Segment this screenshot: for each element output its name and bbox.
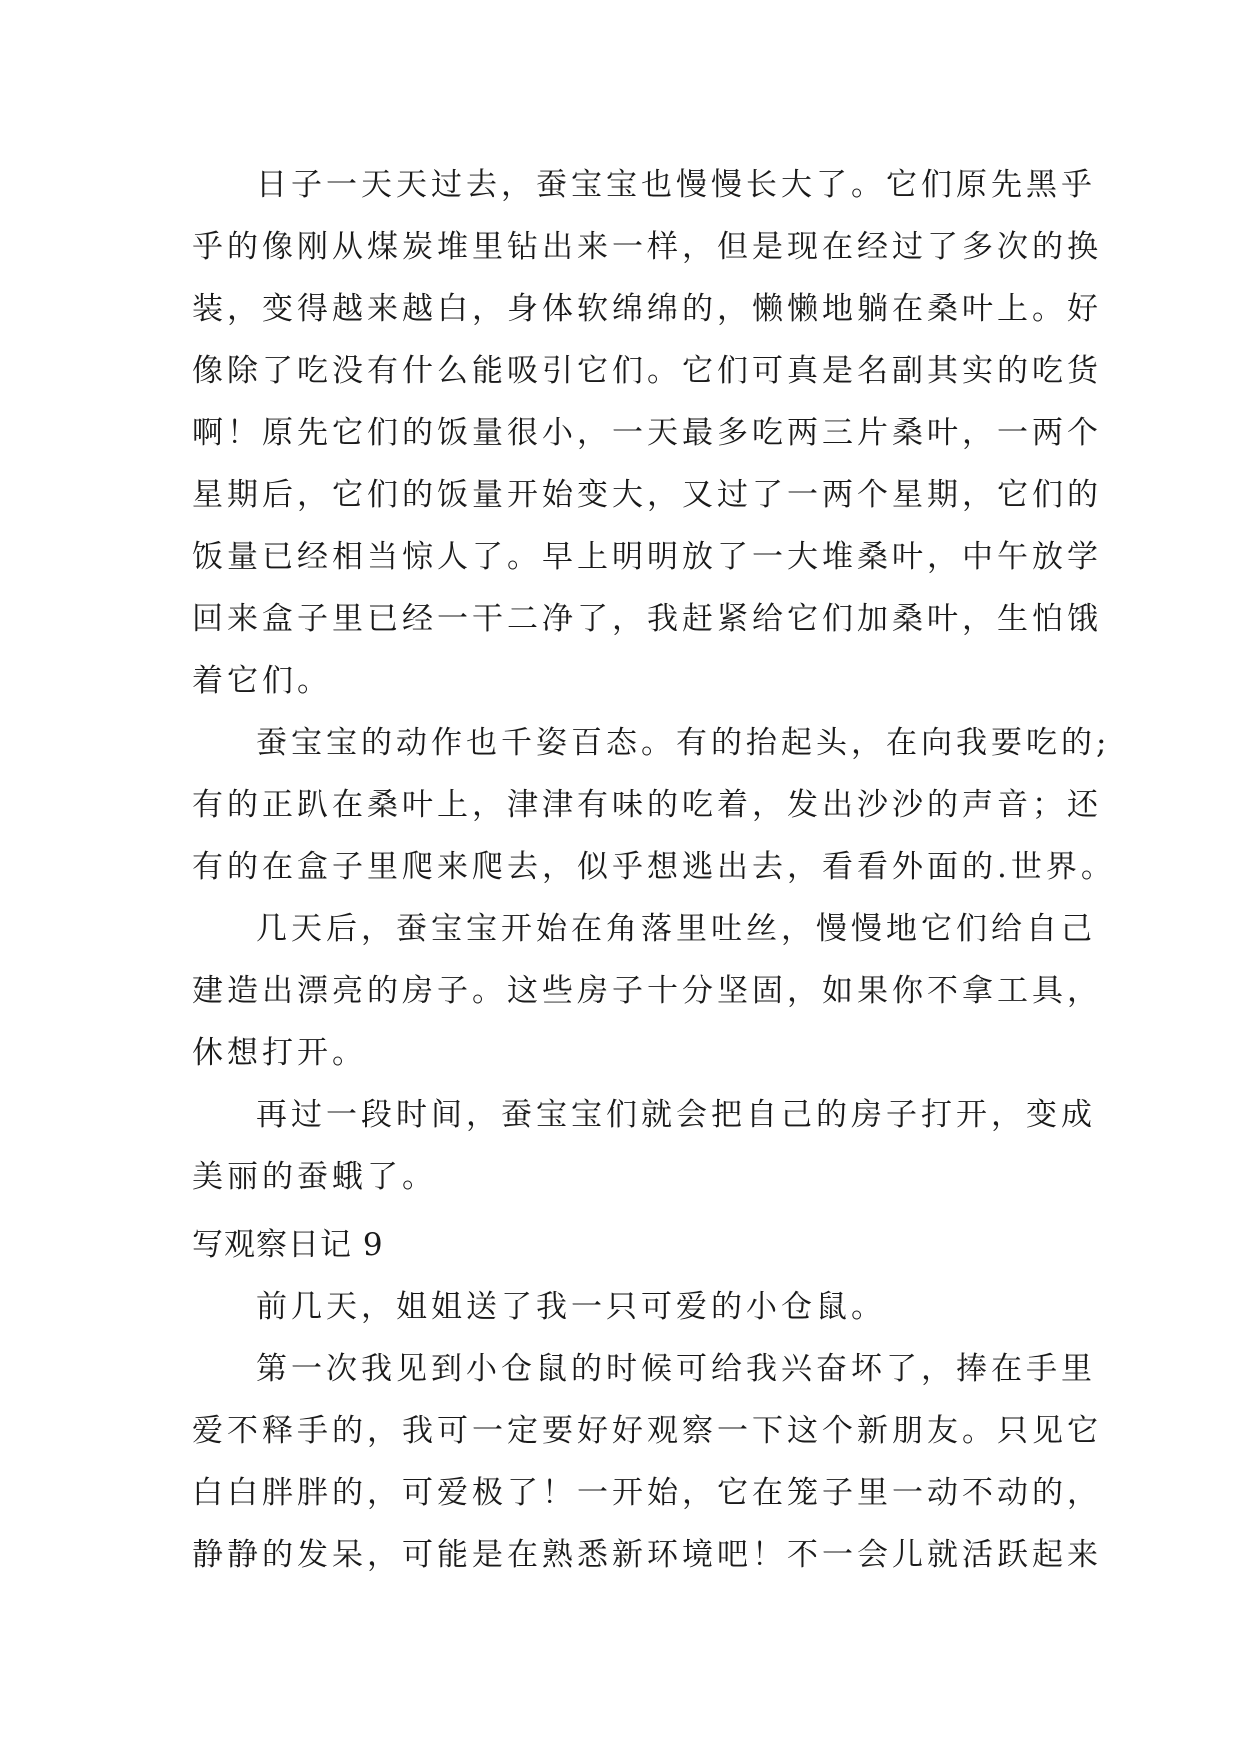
paragraph-line: 星期后，它们的饭量开始变大，又过了一两个星期，它们的	[192, 477, 1102, 513]
paragraph-line: 饭量已经相当惊人了。早上明明放了一大堆桑叶，中午放学	[192, 539, 1102, 575]
paragraph-line: 乎的像刚从煤炭堆里钻出来一样，但是现在经过了多次的换	[192, 229, 1102, 265]
paragraph-line: 白白胖胖的，可爱极了！一开始，它在笼子里一动不动的，	[192, 1475, 1102, 1511]
paragraph-line: 静静的发呆，可能是在熟悉新环境吧！不一会儿就活跃起来	[192, 1537, 1102, 1573]
paragraph-line: 几天后，蚕宝宝开始在角落里吐丝，慢慢地它们给自己	[256, 911, 1096, 947]
paragraph-line: 有的在盒子里爬来爬去，似乎想逃出去，看看外面的.世界。	[192, 849, 1116, 885]
paragraph-line: 回来盒子里已经一干二净了，我赶紧给它们加桑叶，生怕饿	[192, 601, 1102, 637]
paragraph-line: 再过一段时间，蚕宝宝们就会把自己的房子打开，变成	[256, 1097, 1096, 1133]
paragraph-line: 第一次我见到小仓鼠的时候可给我兴奋坏了，捧在手里	[256, 1351, 1096, 1387]
paragraph-line: 前几天，姐姐送了我一只可爱的小仓鼠。	[256, 1289, 886, 1325]
paragraph-line: 休想打开。	[192, 1035, 367, 1071]
paragraph-line: 着它们。	[192, 663, 332, 699]
paragraph-line: 美丽的蚕蛾了。	[192, 1159, 437, 1195]
section-heading: 写观察日记 9	[192, 1227, 384, 1263]
paragraph-line: 啊！原先它们的饭量很小，一天最多吃两三片桑叶，一两个	[192, 415, 1102, 451]
paragraph-line: 爱不释手的，我可一定要好好观察一下这个新朋友。只见它	[192, 1413, 1102, 1449]
hamster-diary-section	[192, 1214, 1102, 1586]
paragraph-line: 蚕宝宝的动作也千姿百态。有的抬起头，在向我要吃的;	[256, 725, 1111, 761]
paragraph-line: 有的正趴在桑叶上，津津有味的吃着，发出沙沙的声音；还	[192, 787, 1102, 823]
paragraph-line: 建造出漂亮的房子。这些房子十分坚固，如果你不拿工具，	[192, 973, 1102, 1009]
silkworm-diary-section	[192, 154, 1116, 1208]
paragraph-line: 装，变得越来越白，身体软绵绵的，懒懒地躺在桑叶上。好	[192, 291, 1102, 327]
paragraph-line: 像除了吃没有什么能吸引它们。它们可真是名副其实的吃货	[192, 353, 1102, 389]
paragraph-line: 日子一天天过去，蚕宝宝也慢慢长大了。它们原先黑乎	[256, 167, 1096, 203]
